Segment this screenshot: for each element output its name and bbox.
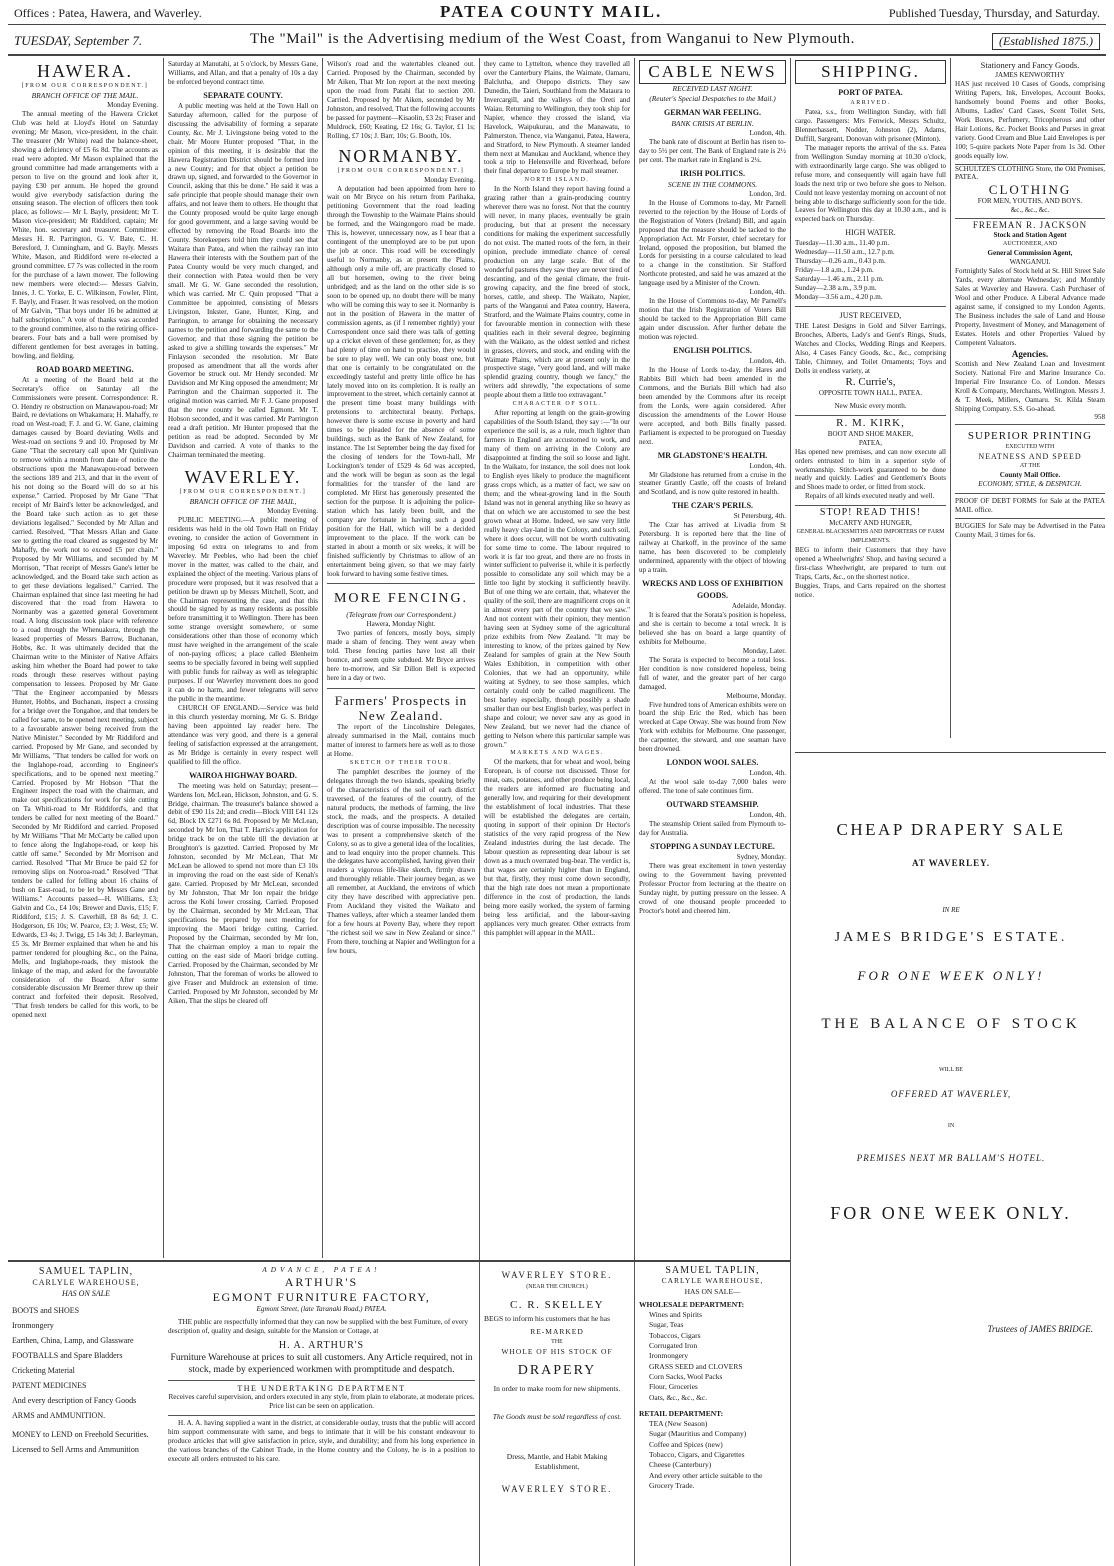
article-paragraph: Of the markets, that for wheat and wool, being European, is of course not discussed. Those for meat, oats, potatoes, and other produce being local, the readers are informed are fluctuating and generally low, and requiring for their development the establishment of local industries. That these will be established the delegates are certain, quoting in support of their opinion Dr Hector's statistics of the very rapid progress of the New Zealand industries during the last decade. The labour question as representing dear labour is set down as a much overrated bug-bear. The verdict is, that wages are certainly higher than in England, but that, firstly, they must come down secondly, that the high rate does not mean a proportionate difference in the cost of production, the lands being more easily worked, the system of farming being less artificial, and the labour-saving appliances very much greater. Other extracts from this pamphlet will appear in the MAIL. [484, 758, 630, 937]
ad-subtitle: County Mail Office. [999, 471, 1061, 480]
dateline: Monday Evening. [107, 101, 158, 109]
ad-subtitle: IN [947, 1123, 955, 1129]
ad-subtitle: IN RE [942, 906, 960, 914]
article-heading: IRISH POLITICS. [680, 168, 745, 178]
subheading: SKETCH OF THEIR TOUR. [349, 759, 453, 766]
ad-headline: EGMONT FURNITURE FACTORY, [212, 1290, 431, 1304]
dateline: St Petersburg, 4th. [733, 512, 786, 521]
section-subtitle: [FROM OUR CORRESPONDENT.] [179, 488, 307, 495]
ad-subtitle: Stock and Station Agent [993, 231, 1067, 240]
ad-subtitle: CARLYLE WAREHOUSE, [661, 1276, 764, 1286]
article-heading: WAIROA HIGHWAY BOARD. [189, 770, 297, 780]
article-paragraph: Two parties of fencers, mostly boys, simply made a sham of fencing. They went away when told. These fencing parties have lost all their bounce, and seem quite subdued. Mr Bryce arrives here to-morrow, and Sir Dillon Bell is expected here in a day or two. [327, 629, 475, 683]
article-paragraph: Patea, s.s., from Wellington Sunday, with full cargo. Passengers: Mrs Fenwick, Messrs Schultz, Blennerhassett, Nodder, Johnston (2), Adams, Duffill, Sargeant, Donovan with prisoner (Minton). [795, 108, 946, 143]
skelley-store-ad [484, 1266, 630, 1562]
column-separate-county [168, 60, 318, 1258]
tide-row: Saturday—1.46 a.m., 2.11 p.m. [795, 275, 884, 284]
article-heading: STOPPING A SUNDAY LECTURE. [650, 841, 775, 851]
ad-subtitle: RE-MARKED [530, 1327, 584, 1336]
dateline: London, 4th. [749, 461, 786, 470]
list-item: ARMS and AMMUNITION. [12, 1411, 106, 1420]
received-line: RECEIVED LAST NIGHT. [672, 84, 753, 93]
ad-heading: Agencies. [1011, 348, 1049, 359]
section-title: CABLE NEWS [639, 60, 786, 84]
column-rule [322, 58, 323, 1258]
article-paragraph: The meeting was held on Saturday; present—Wardens Ion, McLean, Hickson, Johnston, and G. S. Bridge, chairman. The treasurer's balance showed a debit of £90 11s 2d; and credit—Block VIII £41 12s 6d, Block IX £271 6s 8d. Proposed by Mr McLean, seconded by Mr Ion, That T. Harris's application for bridge track be on the table till the deviation at Broughton's is gazetted. Carried. Proposed by Mr Johnston, seconded by Mr McLean, That Mr McLean be allowed to spend not more than £3 10s in improving the road on the east side of Kenah's gate. Carried. Proposed by Mr McLean, seconded by Mr Johnston, That Mr Ion repair the bridge across the Kohi lower crossing. Carried. Proposed by the Chairman, seconded by Mr McLean, That specifications be prepared by next meeting for improving the Maori bridge cutting. Carried. Proposed by the Chairman, seconded by Mr Ion, That the chairman employ a man to repair the cutting on the east side of Maori bridge cutting. Carried. Proposed by the Chairman, seconded by Mr Johnston, That the foreman of works be allowed to give Fraser and Muldrock an extension of time. Carried. Proposed by Mr Johnston, seconded by Mr Aiken, That the slips be cleared off [168, 781, 318, 1005]
subheading: CHARACTER OF SOIL. [512, 401, 602, 408]
ad-headline: CHEAP DRAPERY SALE [836, 820, 1066, 839]
section-title: NORMANBY. [338, 145, 464, 166]
column-rule [163, 58, 164, 1258]
column-rule [950, 58, 951, 738]
ad-name: SAMUEL TAPLIN, [665, 1266, 760, 1276]
ad-subtitle: WHOLE OF HIS STOCK OF [501, 1347, 613, 1356]
list-item: Corn Sacks, Wool Packs [649, 1371, 723, 1381]
ad-name: JAMES KENWORTHY [995, 71, 1065, 79]
publication-days: Published Tuesday, Thursday, and Saturday. [888, 6, 1100, 20]
list-item: GRASS SEED and CLOVERS [649, 1361, 743, 1371]
article-paragraph: In the North Island they report having found a grazing rather than a grain-producing country wherever there was no forest. Not that the country will never, in many places, eventually be grain producing, but that at present the necessary conditions for making the experiment successfully do not exist. The matted roots of the fern, in their opinion, preclude immediate chance of cereal production on any large scale. But of the wonderful pastures they saw they are never tired of descanting, and of the genial climate, the fruit-growing capacity, and the fine breed of stock, horses, cattle, and sheep. The Waikato, Napier, parts of the Wanganui and Patea country, Hawera, Stratford, and the Waimate Plains country, come in for favourable mention in connection with these qualities each in their several degree, beginning with the Waikato, as the oldest settled and richest in grasses, clovers, and stock, and ending with the Waimate Plains, which are at present only in the prospective stage, "very good land, and will make splendid grazing country, though we fancy," the writers add shrewdly, "the expectations of some people about them a little too extravagant." [484, 185, 630, 400]
subheading: MARKETS AND WAGES. [510, 750, 604, 757]
ad-text: H. A. A. having supplied a want in the district, at considerable outlay, trusts that the public will accord him support commensurate with same, and begs to intimate that it will be his constant endeavour to produce articles that will give satisfaction in price, style, and durability; and from his long experience in the various branches of the Cabinet Trade, in the Home country and the Colony, he is in a position to execute all orders entrusted to his care. [168, 1419, 475, 1463]
ad-name: SAMUEL TAPLIN, [38, 1266, 134, 1277]
section-title: SHIPPING. [795, 60, 946, 84]
tide-row: Tuesday—11.30 a.m., 11.40 p.m. [795, 239, 890, 248]
tide-row: Monday—3.56 a.m., 4.20 p.m. [795, 293, 883, 302]
ad-note: In order to make room for new shipments. [493, 1384, 621, 1393]
list-item: Wines and Spirits [649, 1310, 703, 1320]
ad-subtitle: HAS ON SALE [62, 1289, 110, 1298]
ad-name: STOP! READ THIS! [819, 507, 922, 519]
article-heading: THE CZAR'S PERILS. [671, 501, 754, 511]
ad-name: WAVERLEY STORE. [501, 1484, 613, 1494]
column-farmers-prospects [484, 60, 630, 1258]
column-shipping [795, 60, 946, 750]
dateline: Sydney, Monday. [736, 852, 786, 861]
drapery-sale-ad [795, 820, 1107, 1560]
section-title: Farmers' Prospects in New Zealand. [327, 688, 475, 723]
list-item: Oats, &c., &c., &c. [649, 1392, 708, 1402]
ad-text: PROOF OF DEBT FORMS for Sale at the PATEA MAIL office. [955, 497, 1105, 515]
article-paragraph: The Czar has arrived at Livadia from St Petersburg. It is reported here that the line of railway at Charkoff, in the province of the same name, has been discovered to be completely undermined, apparently with the object of blowing up a train. [639, 521, 786, 575]
article-paragraph: In the House of Commons to-day, Mr Parnell reverted to the rejection by the House of Lords of the Registration of Voters (Ireland) Bill, and again proposed that the measure should be tacked to the Appropriation Act. Mr Forster, chief secretary for Ireland, opposed the proposition, but blamed the Lords for persisting in a course calculated to lead to a change in the constitution. Sir Stafford Northcote protested, and said he was amazed at the language used by a Minister of the Crown. [639, 198, 786, 288]
ad-text: Fortnightly Sales of Stock held at St. Hill Street Sale Yards, every alternate Wednesday; and Monthly Sales at Waverley and Hawera. Cash Purchaser of Wool and other Produce. A Liberal Advance made against same, if consigned to my London Agents. The Business includes the sale of Land and House Property, Investment of Money, and Management of Estates. Hotels and other Properties Valued by Competent Valuators. [955, 267, 1105, 347]
ad-note: Licensed to Sell Arms and Ammunition [12, 1445, 139, 1454]
ad-subtitle: CARLYLE WAREHOUSE, [32, 1278, 140, 1287]
section-title: HAWERA. [36, 61, 134, 81]
ad-subtitle: AUCTIONEER, AND [1003, 241, 1057, 248]
ad-name: C. R. SKELLEY [509, 1299, 605, 1311]
list-item: Corrugated Iron [649, 1341, 698, 1351]
established-badge: (Established 1875.) [992, 33, 1100, 50]
article-heading: LONDON WOOL SALES. [666, 758, 759, 768]
ad-headline: THE BALANCE OF STOCK [821, 1016, 1081, 1032]
offices-line: Offices : Patea, Hawera, and Waverley. [14, 6, 202, 20]
section-title: WAVERLEY. [184, 466, 302, 487]
ad-headline: FOR ONE WEEK ONLY! [857, 968, 1045, 983]
dateline: Monday Evening. [424, 175, 475, 184]
ad-subtitle: NEATNESS AND SPEED [978, 452, 1082, 462]
list-item: Ironmongery [649, 1351, 689, 1361]
taplin-wholesale-ad [639, 1266, 786, 1562]
article-paragraph: The Sorata is expected to become a total loss. Her condition is now considered hopeless, being full of water, and the greater part of her cargo damaged. [639, 655, 786, 691]
ad-address: OPPOSITE TOWN HALL, PATEA. [818, 388, 923, 397]
article-paragraph: CHURCH OF ENGLAND.—Service was held in this church yesterday morning, Mr G. S. Bridge having been appointed lay reader here. The attendance was very good, and there is a general feeling of satisfaction expressed at the arrangement, as Mr Bridge is certainly in every respect well qualified to fill the office. [168, 703, 318, 766]
dateline: London, 4th. [749, 811, 786, 820]
ad-text: BEG to inform their Customers that they have opened a Wheelwrights' Shop, and having secured a first-class Wheelwright, are prepared to turn out Traps, Carts, &c., on the shortest notice. [795, 546, 946, 582]
column-ads [955, 60, 1105, 750]
article-paragraph: At a meeting of the Board held at the Secretary's office on Saturday all the Commissioners were present. Correspondence: R. O. Hendry re obstruction on Manawapou-road; Mr Baird, re deviations on Whakamara; H. Mahaffy, re road on West-road; F. J. and G. W. Gane, claiming damages caused by Board deviating Wells and West-road on sections 9 and 10. Proposed by Mr Gane "That the secretary call upon Mr Quinlivan to remove within a month from date of notice the obstructions upon the Manawapou-road between the sections 189 and 213, and that in the event of his not doing so the Board will do so at his expense." Carried. Proposed by Mr Gane "That receipt of Mr Baird's letter be acknowledged, and the Board take such action as to get these deviations legalised." Seconded by Mr Allan and carried. Resolved, "That Messrs Allan and Gane see to getting the road cleared as suggested by Mr Mahaffy, the work not to exceed £5 per chain." Proposed by Mr Williams, and seconded by M Morrison, "That receipt of Messrs Gane's letter be acknowledged, and the Board take such action as to get these deviations legalised." Carried. The Chairman explained that since last meeting he had discovered that the road from Hawera to Normanby was a gazetted general Government road. A long discussion took place with reference to a road through the Whenuakura, through the leased properties of Messrs Barrow, Buchanan, Hobbs, &c. It was ultimately decided that the Chairman write to the Minister of Native Affairs asking him whether the Board had power to take roads through these reserves without paying compensation to lessees. Proposed by Mr Gane "That the Engineer accompanied by Messrs Hunter, Hobbs, and Buchanan, inspect a crossing for a bridge over the Tongahoe, and that tenders be called for same, to be opened next meeting, subject to a favourable answer being received from the Native Minister." Seconded by Mr Riddiford and carried. Proposed by Mr Gane, and seconded by Mr Williams, "That tenders be called for work on the Inglahope-road, according to Engineer's specifications, and to be opened next meeting." Carried. Proposed by Mr Hobson "That the Engineer inspect the road with the chairman, and make out specifications for work for side cutting on Ta Whiti-road to Mr Riddiford's, and that tenders be called for next meeting of the Board." Seconded by Mr Riddiford and carried. Proposed by Mr Williams "That Mr McCarty be called upon to fence along the Inglahope-road, or keep his cattle off same." Seconded by Mr Morrison and carried. Resolved "That Mr Bruce be paid £2 for removing slips on Nooroa-road." Resolved "That tenders be called for felling about 16 chains of bush on East-road, to be let by Messrs Gane and Williams." Accounts passed—H. Williams, £3; Galvin and Co., £4 10s; Brewer and Davis, £15; F. Riddiford, £15; J. S. Caverhill, £8 8s 6d; J. C. Hodgerson, £6 10s; W. Pearce, £3; J. West, £5; W. Edwards, £3 4s; J. Twigg, £5 14s 3d; J. Barleyman, £5 3s. Mr Bremer explained that when he and his partner tendered for ploughing &c., on the Paina, Mells, and Inglahope-roads, they mistook the linkage of the map, and asked for the favourable consideration of the Board. After some considerable discussion Mr Bremer threw up their contract and forfeited their deposit. Resolved, "That fresh tenders be called for this work, to be opened next [12, 375, 158, 1020]
subheading: NORTH ISLAND. [524, 177, 590, 184]
list-item: Sugar, Teas [649, 1320, 684, 1330]
ad-subtitle: ADVANCE, PATEA! [262, 1266, 381, 1274]
article-heading: WRECKS AND LOSS OF EXHIBITION GOODS. [641, 579, 784, 601]
taplin-ad [12, 1266, 160, 1562]
article-heading: SEPARATE COUNTY. [203, 90, 283, 100]
ad-address: Egmont Street, (late Taranaki Road,) PATEA. [256, 1305, 387, 1313]
arthur-furniture-ad [168, 1266, 475, 1562]
newspaper-title: PATEA COUNTY MAIL. [440, 2, 663, 21]
article-paragraph: Saturday at Manutahi, at 5 o'clock, by Messrs Gane, Williams, and Allan, and that a penalty of 10s a day be enforced beyond contract time. [168, 60, 318, 86]
ad-place: PATEA, [858, 438, 883, 447]
ad-subtitle: &c., &c., &c. [1010, 206, 1050, 215]
ad-number: 958 [1094, 413, 1105, 422]
section-title: MORE FENCING. [327, 583, 475, 610]
article-paragraph: Wilson's road and the watertables cleaned out. Carried. Proposed by the Chairman, seconded by Mr Aiken, That Mr Ion report at the next meeting upon the road from Patahi flat to section 200. Carried. Proposed by Mr Aiken, seconded by Mr Johnston, and resolved, That the following accounts be passed for payment—Kisaolin, £3 2s; Fraser and Muldrock, £60; Keating, £2 16s; G. Taylor, £1 1s; Rolling, £7 10s; J. Barr, 10s; G. Booth, 10s. [327, 60, 475, 140]
tide-table [795, 239, 946, 302]
tide-row: Sunday—2.38 a.m., 3.9 p.m. [795, 284, 877, 293]
ad-subtitle: AT THE [1019, 463, 1041, 470]
list-item: Cheese (Canterbury) [649, 1460, 712, 1470]
article-paragraph: The manager reports the arrival of the s.s. Patea from Wellington Sunday morning at 10.30 o'clock, with extraordinarily large cargo. She was obliged to refuse more, and consequently will again have full loads the next trip or two before she goes to Nelson. Could not leave yesterday morning on account of not being able to discharge sufficiently soon for the tide. Leaves for Wellington this day at 10.30 a.m., and is expected back on Thursday. [795, 143, 946, 224]
subheading: ARRIVED. [850, 100, 891, 106]
article-heading: ROAD BOARD MEETING. [36, 364, 134, 374]
list-item: Ironmongery [12, 1321, 54, 1330]
article-subheading: SCENE IN THE COMMONS. [667, 179, 758, 189]
article-paragraph: The bank rate of discount at Berlin has risen to-day to 5½ per cent. The Bank of England rate is 2½ per cent. The market rate in England is 2¼. [639, 137, 786, 164]
ad-heading: RETAIL DEPARTMENT: [639, 1408, 724, 1418]
ad-subtitle: HAS ON SALE— [684, 1286, 741, 1296]
ad-text: Receives careful supervision, and orders executed in any style, from plain to elaborate, at moderate prices. Price list can be seen on application. [168, 1393, 475, 1410]
ad-name: R. Currie's, [845, 375, 896, 388]
article-paragraph: The annual meeting of the Hawera Cricket Club was held at Lloyd's Hotel on Saturday evening; Mr Mason, vice-president, in the chair. The treasurer (Mr White) read the balance-sheet, showing a deficiency of £5 6s 8d. The accounts as read were adopted. Mr Mason explained that the ground committee had made arrangements with a person to live on the ground and look after it, paying £30 per annum. He hoped the ground would give everybody satisfaction during the ensuing season. The election of officers then took place, as follows:— Mr I. Bayly, president; Mr T. Mason vice-president; Mr Riddiford, captain; Mr White, hon. secretary and treasurer. Committee: Messrs H. R. Parrington, G. V. Bate, C. H. Beresford, J. Cunningham, and G. Bayly. Messrs White, Mason, and Riddiford were re-elected a ground committee. £7 7s was collected in the room for the purchase of a lawn mower. The following new members were elected:— Messrs Galvin, Innes, J. C. Yorke, E. C. Wilkinson, Fowler, Flint, F. Bayly, and Fraser. It was resolved, on the motion of Mr Galvin, "That boys under 16 be admitted at half subscription." A vote of thanks was accorded to the ground committee, also to the retiring office-bearers. Four bats and a ball were promised by different gentlemen for best averages in batting, bowling, and fielding. [12, 109, 158, 360]
list-item: FOOTBALLS and Spare Bladders [12, 1351, 123, 1360]
ad-text: Buggies, Traps, and Carts repaired on the shortest notice. [795, 581, 946, 599]
column-normanby [327, 60, 475, 1258]
ad-text: Has opened new premises, and can now execute all orders entrusted to him in a superior style of workmanship. Stitch-work guaranteed to be done neatly and quickly. Ladies' and Gentlemen's Boots and Shoes made to order, or fitted from stock. [795, 447, 946, 492]
section-subtitle: [FROM OUR CORRESPONDENT.] [21, 83, 149, 89]
ad-name: WAVERLEY STORE. [501, 1270, 613, 1280]
tide-row: Thursday—0.26 a.m., 0.43 p.m. [795, 257, 886, 266]
reuter-line: (Reuter's Special Despatches to the Mail.) [649, 94, 776, 103]
ad-subtitle: GENERAL BLACKSMITHS AND IMPORTERS OF FARM IMPLEMENTS. [796, 529, 945, 545]
ad-heading: THE UNDERTAKING DEPARTMENT [237, 1384, 406, 1393]
ad-text: THE Latest Designs in Gold and Silver Earrings, Brooches, Alberts, Lady's and Gent's Rings, Studs, Watches and Clocks, Wedding Rings and Keepers. Also, 4 Cases Fancy Goods, &c., &c., comprising Table, Chimney, and Toilet Ornaments; Toys and Dolls in endless variety, at [795, 322, 946, 375]
rule [8, 24, 1106, 25]
ad-text: Scottish and New Zealand Loan and Investment Society. National Fire and Marine Insurance Co. Imperial Fire Insurance Co. of London. Messrs Kroll & Company, Merchants, Wellington. Messrs J. & T. Meek, Millers, Oamaru. St. Kilda Steam Shipping Company. S.S. Go-ahead. [955, 359, 1105, 413]
ad-subtitle: BOOT AND SHOE MAKER, [827, 429, 914, 438]
ad-note: New Music every month. [834, 401, 907, 410]
port-heading: PORT OF PATEA. [838, 88, 903, 97]
ad-subtitle: General Commission Agent, [987, 249, 1073, 258]
ad-note: Dress, Mantle, and Habit Making Establishment, [506, 1452, 608, 1471]
telegram-note: (Telegram from our Correspondent.) [346, 610, 456, 620]
ad-headline: DRAPERY [517, 1363, 597, 1378]
article-heading: MR GLADSTONE'S HEALTH. [657, 450, 768, 460]
ad-subtitle: EXECUTED WITH [1005, 444, 1055, 451]
dateline: Monday Evening. [267, 506, 318, 515]
article-heading: OUTWARD STEAMSHIP. [666, 800, 759, 810]
ad-note: MONEY to LEND on Freehold Securities. [12, 1430, 149, 1439]
ad-name: ARTHUR'S [284, 1275, 359, 1289]
dateline: Melbourne, Monday. [726, 691, 786, 700]
article-paragraph: It is feared that the Sorata's position is hopeless, and she is certain to become a total wreck. It is believed she has on board a large quantity of exhibits for Melbourne. [639, 610, 786, 646]
article-paragraph: A public meeting was held at the Town Hall on Saturday afternoon, called for the purpose of discussing the advisability of forming a separate County, &c. Mr J. Livingstone being voted to the chair. Mr Moore Hunter proposed "That, in the opinion of this meeting, it is desirable that the Hawera Registration District should be formed into a new County; and for that object a petition be drawn up, signed, and forwarded to the Governor in Council, asking that this be done." He said it was a safe principle that people should manage their own affairs, and not leave them to others. He thought that the County proposed would be quite large enough for good government, and a large saving would be effected by removing the Road Boards into the County. Storekeepers told him they could see that Waitara than Patea, and when the railway ran into Hawera their interests with the Southern part of the Patea County would be very much changed, and their connection with Patea would then be very small. Mr G. W. Gane seconded the resolution, which was carried. Mr C. Quin proposed "That a Committee be appointed, consisting of Messrs Livingston, Inkster, Gane, Hunter, King, and Parrington, to arrange for obtaining the necessary names to the petition and forwarding the same to the Governor, and that those signing the petition be asked to give a shilling towards the expenses." Mr Finlayson seconded the resolution. Mr Bate proposed as amendment that all the words after Governor be struck out. Mr Hendy seconded. Mr Davidson and Mr King opposed the amendment; Mr Parrington and the Chairman supported it. The original motion was carried. Mr F. J. Gane proposed that the new county be called Egmont. Mr T. Hobson seconded, and it was carried. Mr Parrington read a draft petition. Mr Hunter proposed that the petition as read be adopted. Seconded by Mr Davidson and carried. A vote of thanks to the Chairman terminated the meeting. [168, 101, 318, 460]
article-paragraph: The steamship Orient sailed from Plymouth to-day for Australia. [639, 820, 786, 837]
ad-subtitle: THE [551, 1339, 563, 1345]
article-paragraph: The report of the Lincolnshire Delegates, already summarised in the Mail, contains much matter of interest to farmers here as well as to those at Home. [327, 723, 475, 758]
ad-subtitle: PREMISES NEXT MR BALLAM'S HOTEL. [856, 1153, 1046, 1163]
column-cable-news [639, 60, 786, 1258]
list-item: Earthen, China, Lamp, and Glassware [12, 1336, 134, 1345]
masthead [0, 0, 1114, 22]
article-paragraph: Mr Gladstone has returned from a cruise in the steamer Grantly Castle, off the coasts of Ireland and Scotland, and is now quite restored in health. [639, 470, 786, 497]
column-rule [790, 58, 791, 1566]
dateline: London, 4th. [749, 769, 786, 778]
list-item: Coffee and Spices (new) [649, 1439, 723, 1449]
list-item: Tobaccos, Cigars [649, 1330, 701, 1340]
ad-name: H. A. ARTHUR'S [278, 1340, 365, 1351]
list-item: Tobacco, Cigars, and Cigarettes [649, 1450, 745, 1460]
dateline: London, 3rd. [749, 189, 786, 198]
ad-place: WANGANUI. [1009, 258, 1051, 267]
column-rule [479, 58, 480, 1566]
article-paragraph: A deputation had been appointed from here to wait on Mr Bryce on his return from Parihaka, petitioning Government that the road leading through the Township to the Waimate Plains should be formed, and the Waingongoro road be made. This is, however, unnecessary now, as I hear that a contingent of the unemployed are to be put upon the job at once. This road will be exceedingly useful to Normanby, as at present the Plains, although only a mile off, are practically closed to all but horsemen, owing to the river being unbridged; and as the land on the other side is so soon to be opened up, no doubt there will be many who will be coming this way to see it. Normanby is not in the position of Hawera in the matter of commission agents, as (if I remember rightly) your Correspondent once said there was talk of getting up a cricket eleven of these gentlemen; for, as they had plenty of time on hand to practise, they would be sure to play well. We can only boast one, but that one is certainly to be congratulated on the exceedingly tasteful and pretty little office he has lately moved into on its completion. It is really an improvement to the street, which certainly cannot at the present time boast many buildings with pretensions to architectural beauty. Perhaps, however there is some excuse in poverty and hard times to be pleaded for the absence of some buildings, such as the Bank of New Zealand, for instance. The 1st September being the day fixed for the closing of tenders for the Town-hall, Mr Lockington's tender of £529 4s 6d was accepted, and the work will be begun as soon as the legal formalities for the transfer of the land are completed. Mr Hirst has generously presented the section for the purpose. It is adjoining the police-station which has lately been built, and the company are fortunate in having such a good position for the Hall, which will be a decided improvement to the place. If the work can be started in about a month or six weeks, it will be finished sufficiently by Christmas to allow of an entertainment being given, so that we may fairly look forward to having some festive times. [327, 184, 475, 578]
ad-name: McCARTY AND HUNGER, [829, 519, 912, 528]
dateline: London, 4th. [749, 288, 786, 297]
article-paragraph: There was great excitement in town yesterday owing to the Government having prevented Professor Proctor from lecturing at the theatre on Sunday night, by putting pressure on the lessee. A crowd of one thousand people proceeded to Proctor's hotel and cheered him. [639, 861, 786, 915]
dateline: Adelaide, Monday. [731, 602, 786, 611]
article-paragraph: After reporting at length on the grain-growing capabilities of the South Island, they say :—"In our experience the soil is, as a rule, much lighter than farmers in England are accustomed to work, and many of them on arriving in the Colony are disappointed at finding the soil so loose and light. In the Waikato, for instance, the soil does not look to English eyes likely to produce the magnificent grass crops which, as a matter of fact, we saw on them; and the wheat-growing land in the South Island was not in general anything like so heavy as that on which we are accustomed to see the best grown wheat at Home. Indeed, we saw very little really heavy clay-land in the Colony, and such soil, where it does occur, will not be worth cultivating for some time to come. The labour required to work it is far too great, and there are no frosts in winter sufficient to pulverise it, while it is perfectly possible to consolidate any soil which may be a little too light by stocking it sufficiently heavily. But of one thing we are certain, that, whatever the quality of the soil, there are magnificent crops on it in almost every part of the country that we saw." And not content with their opinion, they mention having seen at Sydney some of the agricultural prize exhibits from New Zealand. "It may be interesting to know, of the prizes gained by New Zealand for samples of grain at the New South Wales Exhibition, in competition with other Colonies, that we had an opportunity, while waiting at Sydney, to see those samples, which certainly could only be called magnificent. The best barley especially, though possibly a shade smaller than our best English barley, was perfect in shape and colour; we never saw any as good in New Zealand, but we never had the chance of getting to Nelson where this particular sample was grown." [484, 409, 630, 749]
ad-text: BEGS to inform his customers that he has [484, 1314, 611, 1323]
ad-signature: Trustees of JAMES BRIDGE. [987, 1324, 1093, 1334]
ad-text: BUGGIES for Sale may be Advertised in the Patea County Mail, 3 times for 6s. [955, 522, 1105, 540]
list-item: And every other article suitable to the Grocery Trade. [649, 1470, 763, 1490]
ad-note: The Goods must be sold regardless of cost. [492, 1412, 622, 1421]
ad-subtitle: WILL BE [939, 1067, 963, 1073]
ad-text: HAS just received 10 Cases of Goods, comprising Writing Papers, Ink, Envelopes, Account Books, handsomely bound Poems and other Books, Albums, Ladies' Card Cases, Scent Toilet Sets, Work Boxes, Perfumery, Tricopherous and other Hair Lotions, &c. Pocket Books and Purses in great variety. Good Cream and Blue Laid Envelopes is per 100; 5-quire packets Note Paper from 1s 3d. Other goods equally low. [955, 79, 1105, 160]
article-paragraph: At the wool sale to-day 7,000 bales were offered. The tone of sale continues firm. [639, 778, 786, 796]
branch-office: BRANCH OFFICE OF THE MAIL, [189, 496, 297, 506]
ad-text: SCHULTZE'S CLOTHING Store, the Old Premises, PATEA. [955, 164, 1105, 182]
article-heading: ENGLISH POLITICS. [673, 346, 752, 356]
list-item: Flour, Groceries [649, 1382, 698, 1392]
article-paragraph: Five hundred tons of American exhibits were on board the ship Eric the Red, which has been wrecked at Cape Otway. She was bound from New York with exhibits for Melbourne. One passenger, the carpenter, the steward, and one seaman have been drowned. [639, 700, 786, 754]
article-paragraph: PUBLIC MEETING.—A public meeting of residents was held in the old Town Hall on Friday evening, to consider the action of Government in imposing 6d extra on telegrams to and from Waverley. Mr Peebles, who had been the chief mover in the matter, was called to the chair, and explained the object of the meeting. Various plans of procedure were proposed, but it was resolved that a petition be drawn up by Messrs Mitchell, Scott, and the Chairman representing the case, and that this should be signed by as many residents as possible before transmitting it to Wellington. There has been some strange oversight somewhere, or some considerations other than those of economy which must have weighed in the arrangement of the scale of non-paying offices; a place called Blenheim seems to be specially favored in being well supplied with public funds for railway as well as telegraphic purposes. If our Waverley movement does no good it can do no harm, and fewer telegrams will serve the public in the meantime. [168, 515, 318, 703]
list-item: PATENT MEDICINES [12, 1381, 87, 1390]
ad-heading: Stationery and Fancy Goods. [980, 60, 1080, 70]
ad-subtitle: ECONOMY, STYLE, & DESPATCH. [978, 480, 1082, 489]
ad-name: FREEMAN R. JACKSON [972, 220, 1088, 231]
ad-headline: FOR ONE WEEK ONLY. [830, 1203, 1072, 1223]
branch-office: BRANCH OFFICE OF THE MAIL. [31, 91, 139, 100]
ad-headline: JAMES BRIDGE'S ESTATE. [834, 930, 1068, 945]
dateline: Monday, Later. [742, 646, 786, 655]
ad-text: THE public are respectfully informed that they can now be supplied with the best Furniture, of every description of, quality and design, suitable for the Mansion or Cottage, at [168, 1318, 469, 1335]
ad-subtitle: OFFERED AT WAVERLEY, [890, 1089, 1012, 1099]
issue-date: TUESDAY, September 7. [14, 33, 143, 48]
column-hawera [12, 60, 158, 1258]
section-subtitle: [FROM OUR CORRESPONDENT.] [337, 167, 465, 174]
article-paragraph: The pamphlet describes the journey of the delegates through the two islands, speaking briefly of the characteristics of the soil of each district traversed, of the features of the country, of the natural products, the methods of farming, the live stock, the roads, and the prospects. A detailed description was of course impossible. The necessity was to present a comprehensive sketch of the Colony, so as to give a general idea of the localities, and to lead enquiry into the proper channels. This the delegates have accomplished, having given their readers a vigorous life-like sketch, firmly drawn and thoroughly reliable. Their journey began, as we all remember, at Auckland, the environs of which city they have described with appreciative pen. From Auckland they visited the Waikato and Thames valleys, after which a steamer landed them for a few hours at Poverty Bay, where they report "the richest soil we saw in New Zealand or since." From there, touching at Napier and Wellington for a few hours, [327, 767, 475, 956]
article-subheading: BANK CRISIS AT BERLIN. [671, 119, 754, 128]
ad-headline: SUPERIOR PRINTING [967, 430, 1093, 443]
dateline-bar [0, 30, 1114, 50]
list-item: Sugar (Mauritius and Company) [649, 1429, 747, 1439]
ad-subtitle: FOR MEN, YOUTHS, AND BOYS. [977, 197, 1083, 206]
ad-heading: WHOLESALE DEPARTMENT: [639, 1299, 745, 1309]
dateline: Hawera, Monday Night. [366, 620, 436, 629]
article-paragraph: they came to Lyttelton, whence they travelled all over the Canterbury Plains, the Waimate, Oamaru, Balclutha, and Otepopo districts. They saw Dunedin, the Taieri, Southland from the Mataura to Invercargill, and the valleys of the Oreti and Waiau. Returning to Wellington, they took ship for Napier, whence they crossed the island, via Havelock, Waipukurau, and the Manawatu, to Palmerston. Thence, via Wanganui, Patea, Hawera, and Stratford, to New Plymouth. A steamer landed them next at Manukau and Auckland, whence they took a trip to Helensville and Riverhead, before their final departure to Europe by mail steamer. [484, 60, 630, 176]
ad-text: Furniture Warehouse at prices to suit all customers. Any Article required, not in stock, made by experienced workmen with promptitude and despatch. [170, 1353, 473, 1375]
list-item: Cricketing Material [12, 1366, 75, 1375]
dateline: London, 4th. [749, 129, 786, 137]
high-water-heading: HIGH WATER. [845, 228, 896, 238]
rule [795, 752, 1106, 753]
ad-heading: JUST RECEIVED, [839, 311, 902, 321]
dateline: London, 4th. [749, 357, 786, 366]
article-paragraph: In the House of Commons to-day, Mr Parnell's motion that the Irish Registration of Voters Bill should be tacked to the Appropriation Bill came again under discussion. After further debate the motion was rejected. [639, 297, 786, 342]
column-rule [634, 58, 635, 1566]
list-item: BOOTS and SHOES [12, 1306, 80, 1315]
rule [8, 1260, 790, 1262]
article-paragraph: In the House of Lords to-day, the Hares and Rabbits Bill which had been amended in the Commons, and the Burials Bill which had also been amended by the Commons after its receipt from the Lords, were again considered. After discussion the amendments of the Lower House were accepted, and both Bills finally passed. Parliament is expected to be prorogued on Tuesday next. [639, 365, 786, 446]
ad-subtitle: (NEAR THE CHURCH.) [526, 1284, 588, 1290]
rule [8, 54, 1106, 56]
ad-name: R. M. KIRK, [836, 416, 905, 429]
list-item: TEA (New Season) [649, 1419, 708, 1429]
ad-subtitle: AT WAVERLEY. [911, 858, 991, 868]
list-item: And every description of Fancy Goods [12, 1396, 137, 1405]
ad-text: Repairs of all kinds executed neatly and well. [805, 492, 935, 501]
tide-row: Wednesday—11.50 a.m., 12.7 p.m. [795, 248, 895, 257]
tide-row: Friday—1.8 a.m., 1.24 p.m. [795, 266, 874, 275]
article-heading: GERMAN WAR FEELING. [664, 108, 761, 117]
ad-headline: CLOTHING [988, 182, 1072, 198]
slogan: The "Mail" is the Advertising medium of the West Coast, from Wanganui to New Plymouth. [250, 31, 855, 47]
